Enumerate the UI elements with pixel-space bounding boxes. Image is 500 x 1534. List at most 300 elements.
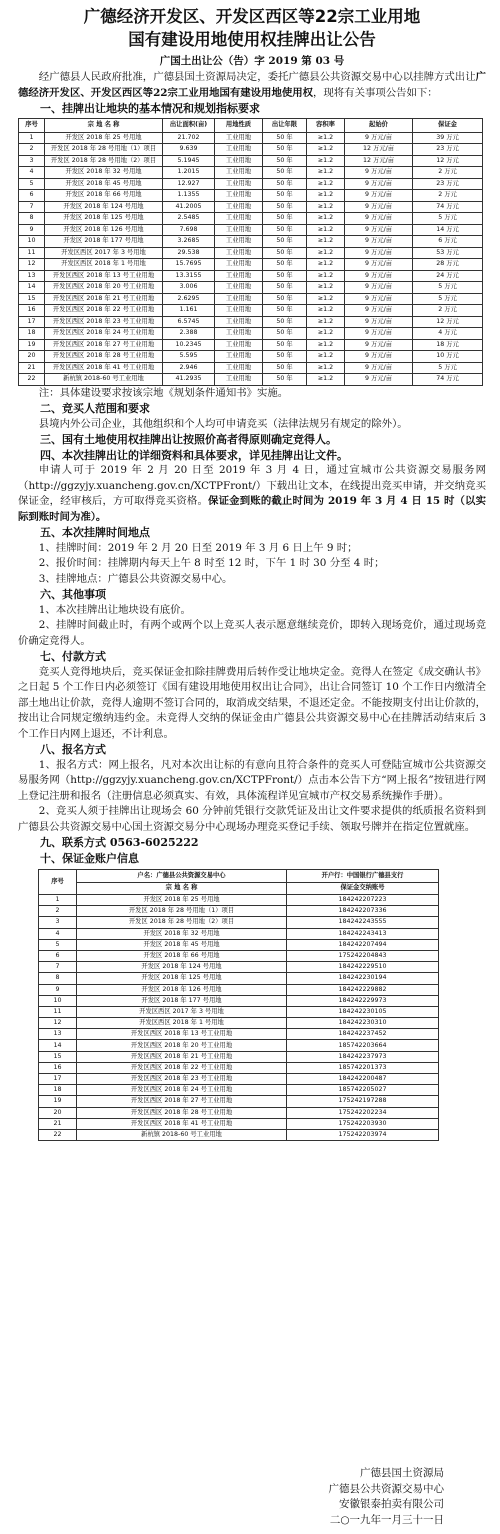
table-cell: ≥1.2: [307, 316, 345, 328]
table-cell: 20: [39, 1107, 77, 1118]
table-cell: 开发区西区 2018 年 23 号工业用地: [77, 1074, 287, 1085]
table-cell: 13.3155: [163, 270, 215, 282]
table-cell: 2.946: [163, 362, 215, 374]
table-cell: 新杭镇 2018-60 号工业用地: [45, 374, 163, 386]
account-col-seq: 序号: [39, 870, 77, 895]
table-cell: 9 万元/亩: [345, 167, 413, 179]
table-cell: 16: [39, 1062, 77, 1073]
section-5-heading: 五、本次挂牌时间地点: [40, 526, 150, 539]
table-cell: 184242200487: [287, 1074, 439, 1085]
table-cell: 10.2345: [163, 339, 215, 351]
table-cell: 工业用地: [215, 374, 263, 386]
registration-item-2: 2、竞买人须于挂牌出让现场会 60 分钟前凭银行交款凭证及出让文件要求提供的纸质报名资料到广德县公共资源交易中心国土资源交易分中心现场办理竞买登记手续、领取号牌并在指定位置就座。: [18, 805, 486, 833]
table-row: [19, 132, 483, 144]
table-cell: 175242197288: [287, 1096, 439, 1107]
table-row: [19, 155, 483, 167]
table-cell: 工业用地: [215, 259, 263, 271]
table-cell: 12 万元/亩: [345, 155, 413, 167]
table-cell: 8: [39, 973, 77, 984]
table-cell: 50 年: [263, 132, 307, 144]
table-row: [39, 1118, 439, 1129]
table-cell: 50 年: [263, 190, 307, 202]
table-row: [39, 928, 439, 939]
table-cell: 工业用地: [215, 305, 263, 317]
table-cell: 184242243555: [287, 917, 439, 928]
table-cell: 9 万元/亩: [345, 316, 413, 328]
parcel-col-area: 出让面积(亩): [163, 118, 215, 132]
table-cell: 50 年: [263, 351, 307, 363]
account-table-body: [39, 895, 439, 1141]
table-cell: 17: [39, 1074, 77, 1085]
deposit-deadline: 保证金到账的截止时间为 2019 年 3 月 4 日 15 时（以实际到账时间为准）。: [18, 495, 486, 523]
table-cell: 18 万元: [413, 339, 483, 351]
table-row: [19, 224, 483, 236]
table-cell: 50 年: [263, 155, 307, 167]
table-row: [19, 351, 483, 363]
table-cell: 50 年: [263, 362, 307, 374]
parcel-col-term: 出让年限: [263, 118, 307, 132]
table-cell: 184242237452: [287, 1029, 439, 1040]
listing-time: 1、挂牌时间：2019 年 2 月 20 日至 2019 年 3 月 6 日上午 9 时；: [38, 541, 358, 554]
section-6-heading: 六、其他事项: [40, 588, 106, 601]
table-cell: 工业用地: [215, 201, 263, 213]
table-cell: 19: [39, 1096, 77, 1107]
issuer-auction-company: 安徽银泰拍卖有限公司: [339, 1498, 444, 1510]
table-row: [39, 917, 439, 928]
table-cell: ≥1.2: [307, 155, 345, 167]
account-bank: 开户行：中国银行广德县支行: [287, 870, 439, 883]
table-cell: 6: [39, 950, 77, 961]
account-payee: 户名：广德县公共资源交易中心: [77, 870, 287, 883]
issuer-land-bureau: 广德县国土资源局: [360, 1467, 444, 1479]
section-4-text-a: 申请人可于 2019 年 2 月 20 日至 2019 年 3 月 4 日，通过宣城市公共资源交易服务网（http://ggzyjy.xuancheng.gov.cn/XCTPFront/）下载出让文本，在线提出竞买申请，并交纳竞买保证金，经审核后，方可取得竞买资格。: [18, 464, 486, 507]
parcel-col-seq: 序号: [19, 118, 45, 132]
table-cell: 184242230105: [287, 1006, 439, 1017]
payment-text: 竞买人竞得地块后，竞买保证金扣除挂牌费用后转作受让地块定金。竞得人在签定《成交确认书》之日起 5 个工作日内必须签订《国有建设用地使用权出让合同》，出让合同签订 10 个工作日内缴清全部土地出让价款，竞得人逾期不签订合同的，取消成交结果，不退还定金。不能按期支付出让价款的，按出让合同规定缴纳违约金。未竞得人交纳的保证金由广德县公共资源交易中心在挂牌活动结束后 3 个工作日内网上退还，不计利息。: [18, 665, 486, 740]
table-cell: 2.5485: [163, 213, 215, 225]
table-cell: 9 万元/亩: [345, 190, 413, 202]
deposit-account-table: [38, 869, 439, 1141]
table-cell: 工业用地: [215, 213, 263, 225]
table-cell: 185742205027: [287, 1085, 439, 1096]
table-cell: 开发区 2018 年 177 号用地: [77, 995, 287, 1006]
table-row: [39, 1006, 439, 1017]
table-cell: 175242203930: [287, 1118, 439, 1129]
table-row: [39, 995, 439, 1006]
table-cell: ≥1.2: [307, 328, 345, 340]
table-cell: 9 万元/亩: [345, 270, 413, 282]
table-cell: 9.639: [163, 144, 215, 156]
table-cell: 184242229973: [287, 995, 439, 1006]
table-cell: 开发区西区 2018 年 1 号用地: [45, 259, 163, 271]
section-10-heading: 十、保证金账户信息: [40, 851, 139, 865]
table-cell: 8: [19, 213, 45, 225]
table-cell: 2 万元: [413, 167, 483, 179]
section-9-heading: 九、联系方式 0563-6025222: [40, 836, 199, 849]
table-row: [39, 1107, 439, 1118]
table-row: [39, 939, 439, 950]
table-cell: 21: [39, 1118, 77, 1129]
table-cell: 23 万元: [413, 144, 483, 156]
table-cell: ≥1.2: [307, 305, 345, 317]
table-cell: 12 万元: [413, 155, 483, 167]
table-cell: 74 万元: [413, 201, 483, 213]
table-cell: 工业用地: [215, 316, 263, 328]
table-cell: 工业用地: [215, 282, 263, 294]
table-cell: 开发区西区 2018 年 20 号工业用地: [77, 1040, 287, 1051]
table-cell: 185742201373: [287, 1062, 439, 1073]
table-cell: 开发区西区 2018 年 28 号工业用地: [77, 1107, 287, 1118]
table-cell: 6: [19, 190, 45, 202]
table-cell: 10: [39, 995, 77, 1006]
table-row: [39, 1129, 439, 1140]
table-row: [39, 906, 439, 917]
table-cell: ≥1.2: [307, 178, 345, 190]
table-cell: 9 万元/亩: [345, 236, 413, 248]
table-cell: 41.2005: [163, 201, 215, 213]
table-cell: 50 年: [263, 282, 307, 294]
table-cell: 3: [39, 917, 77, 928]
table-row: [39, 1085, 439, 1096]
table-cell: 开发区 2018 年 124 号用地: [45, 201, 163, 213]
table-cell: 175242204843: [287, 950, 439, 961]
parcel-table-body: [19, 132, 483, 385]
listing-location: 3、挂牌地点：广德县公共资源交易中心。: [38, 572, 233, 585]
table-cell: 开发区 2018 年 25 号用地: [45, 132, 163, 144]
table-cell: 9 万元/亩: [345, 178, 413, 190]
table-cell: 工业用地: [215, 247, 263, 259]
table-cell: 开发区 2018 年 125 号用地: [77, 973, 287, 984]
table-row: [19, 236, 483, 248]
table-row: [19, 328, 483, 340]
table-cell: 184242230310: [287, 1018, 439, 1029]
table-cell: 2.6295: [163, 293, 215, 305]
table-cell: 24 万元: [413, 270, 483, 282]
table-cell: 10: [19, 236, 45, 248]
table-cell: 184242229510: [287, 962, 439, 973]
section-3-heading: 三、国有土地使用权挂牌出让按照价高者得原则确定竞得人。: [40, 433, 337, 446]
table-row: [19, 305, 483, 317]
table-cell: 41.2935: [163, 374, 215, 386]
table-cell: 10 万元: [413, 351, 483, 363]
table-cell: 9 万元/亩: [345, 201, 413, 213]
account-col-number: 保证金交纳账号: [287, 882, 439, 895]
table-cell: 开发区 2018 年 66 号用地: [77, 950, 287, 961]
table-cell: 6 万元: [413, 236, 483, 248]
table-cell: 开发区西区 2018 年 27 号工业用地: [45, 339, 163, 351]
table-row: [19, 339, 483, 351]
account-header-row-1: [39, 870, 439, 883]
table-cell: ≥1.2: [307, 190, 345, 202]
table-cell: ≥1.2: [307, 236, 345, 248]
table-row: [19, 270, 483, 282]
table-cell: 开发区西区 2018 年 13 号工业用地: [45, 270, 163, 282]
table-row: [19, 362, 483, 374]
table-cell: 184242237973: [287, 1051, 439, 1062]
parcel-info-table: [18, 118, 483, 386]
section-7-heading: 七、付款方式: [40, 650, 106, 663]
table-cell: 工业用地: [215, 339, 263, 351]
intro-text-c: ，现将有关事项公告如下：: [313, 86, 438, 99]
table-row: [19, 167, 483, 179]
table-cell: 184242229882: [287, 984, 439, 995]
table-cell: 18: [39, 1085, 77, 1096]
table-cell: 开发区 2018 年 32 号用地: [77, 928, 287, 939]
table-cell: 开发区西区 2018 年 24 号工业用地: [77, 1085, 287, 1096]
table-cell: 11: [39, 1006, 77, 1017]
table-cell: 7.698: [163, 224, 215, 236]
table-row: [39, 1074, 439, 1085]
table-cell: 184242207494: [287, 939, 439, 950]
table-cell: 工业用地: [215, 351, 263, 363]
table-cell: 16: [19, 305, 45, 317]
table-row: [19, 293, 483, 305]
table-cell: 9 万元/亩: [345, 259, 413, 271]
table-row: [39, 1062, 439, 1073]
table-cell: 9: [19, 224, 45, 236]
table-cell: 21.702: [163, 132, 215, 144]
table-cell: 12.927: [163, 178, 215, 190]
table-cell: 5: [19, 178, 45, 190]
table-cell: 50 年: [263, 270, 307, 282]
table-cell: 9 万元/亩: [345, 351, 413, 363]
parcel-col-start-price: 起始价: [345, 118, 413, 132]
table-cell: 50 年: [263, 339, 307, 351]
table-cell: 50 年: [263, 305, 307, 317]
table-cell: 工业用地: [215, 293, 263, 305]
table-cell: 9 万元/亩: [345, 213, 413, 225]
table-cell: 工业用地: [215, 132, 263, 144]
issue-date: 二○一九年一月三十一日: [329, 1513, 444, 1526]
table-cell: 20: [19, 351, 45, 363]
table-cell: 9 万元/亩: [345, 282, 413, 294]
table-cell: 开发区 2018 年 28 号用地（2）项目: [77, 917, 287, 928]
section-4-heading: 四、本次挂牌出让的详细资料和具体要求，详见挂牌出让文件。: [40, 448, 348, 462]
signoff-block: [329, 1466, 445, 1528]
table-cell: 22: [39, 1129, 77, 1140]
table-cell: 开发区西区 2018 年 22 号工业用地: [77, 1062, 287, 1073]
table-cell: ≥1.2: [307, 374, 345, 386]
table-cell: 14: [19, 282, 45, 294]
table-cell: 1: [19, 132, 45, 144]
table-cell: 5.1945: [163, 155, 215, 167]
account-header-row-2: [39, 882, 439, 895]
table-cell: 15.7695: [163, 259, 215, 271]
table-cell: 开发区西区 2018 年 24 号工业用地: [45, 328, 163, 340]
table-cell: 工业用地: [215, 178, 263, 190]
table-cell: 50 年: [263, 167, 307, 179]
table-cell: 开发区西区 2018 年 22 号工业用地: [45, 305, 163, 317]
table-cell: ≥1.2: [307, 132, 345, 144]
section-8-heading: 八、报名方式: [40, 743, 106, 756]
table-cell: 开发区西区 2018 年 21 号工业用地: [77, 1051, 287, 1062]
table-row: [39, 1051, 439, 1062]
table-cell: 6.5745: [163, 316, 215, 328]
table-cell: 14: [39, 1040, 77, 1051]
table-cell: 5: [39, 939, 77, 950]
table-cell: 工业用地: [215, 328, 263, 340]
table-cell: 184242230194: [287, 973, 439, 984]
table-note: 注：具体建设要求按该宗地《规划条件通知书》实施。: [38, 386, 289, 399]
table-cell: 工业用地: [215, 167, 263, 179]
table-cell: 5.595: [163, 351, 215, 363]
table-cell: 9 万元/亩: [345, 132, 413, 144]
table-cell: 开发区西区 2018 年 41 号工业用地: [77, 1118, 287, 1129]
table-cell: 2: [19, 144, 45, 156]
table-cell: 4 万元: [413, 328, 483, 340]
intro-text-b: 广德经济开发区、开发区西区等22宗工业用地国有建设用地使用权: [18, 71, 486, 99]
registration-item-1: 1、报名方式：网上报名，凡对本次出让标的有意向且符合条件的竞买人可登陆宣城市公共资源交易服务网（http://ggzyjy.xuancheng.gov.cn/XCTPFront/）点击本公告下方“网上报名”按钮进行网上登记注册和报名（注册信息必须真实、有效，具体流程详见宣城市产权交易系统操作手册）。: [18, 758, 486, 802]
table-cell: 工业用地: [215, 236, 263, 248]
table-cell: 开发区 2018 年 28 号用地（1）项目: [77, 906, 287, 917]
section-2-text: 县境内外公司企业，其他组织和个人均可申请竞买（法律法规另有规定的除外）。: [38, 417, 408, 430]
table-cell: 新杭镇 2018-60 号工业用地: [77, 1129, 287, 1140]
table-cell: ≥1.2: [307, 213, 345, 225]
table-cell: 22: [19, 374, 45, 386]
table-cell: 18: [19, 328, 45, 340]
account-col-name: 宗 地 名 称: [77, 882, 287, 895]
table-cell: 工业用地: [215, 224, 263, 236]
table-cell: 开发区西区 2018 年 41 号工业用地: [45, 362, 163, 374]
parcel-table-header-row: [19, 118, 483, 132]
table-cell: ≥1.2: [307, 247, 345, 259]
table-cell: 184242207336: [287, 906, 439, 917]
table-cell: 4: [19, 167, 45, 179]
parcel-col-land-use: 用地性质: [215, 118, 263, 132]
table-cell: 50 年: [263, 328, 307, 340]
table-cell: 开发区 2018 年 32 号用地: [45, 167, 163, 179]
table-row: [39, 1040, 439, 1051]
table-cell: 50 年: [263, 316, 307, 328]
table-cell: 5 万元: [413, 282, 483, 294]
table-cell: 开发区 2018 年 28 号用地（2）项目: [45, 155, 163, 167]
table-row: [39, 1018, 439, 1029]
table-cell: 2.388: [163, 328, 215, 340]
table-row: [19, 190, 483, 202]
table-cell: 9 万元/亩: [345, 293, 413, 305]
table-cell: 184242207223: [287, 895, 439, 906]
table-cell: 50 年: [263, 201, 307, 213]
table-cell: 9 万元/亩: [345, 224, 413, 236]
table-cell: 13: [39, 1029, 77, 1040]
table-cell: 工业用地: [215, 270, 263, 282]
table-cell: 开发区西区 2018 年 13 号工业用地: [77, 1029, 287, 1040]
table-cell: 12 万元: [413, 316, 483, 328]
table-cell: ≥1.2: [307, 351, 345, 363]
other-item-2: 2、挂牌时间截止时，有两个或两个以上竞买人表示愿意继续竞价，即转入现场竞价，通过现场竞价确定竞得人。: [18, 619, 486, 647]
table-cell: 1.161: [163, 305, 215, 317]
table-cell: 50 年: [263, 293, 307, 305]
other-item-1: 1、本次挂牌出让地块设有底价。: [38, 603, 191, 616]
table-cell: 开发区 2018 年 45 号用地: [77, 939, 287, 950]
table-cell: 开发区西区 2018 年 20 号工业用地: [45, 282, 163, 294]
table-cell: 开发区西区 2017 年 3 号用地: [77, 1006, 287, 1017]
table-cell: ≥1.2: [307, 259, 345, 271]
table-row: [19, 316, 483, 328]
table-cell: 39 万元: [413, 132, 483, 144]
table-cell: 12: [39, 1018, 77, 1029]
table-cell: 9 万元/亩: [345, 305, 413, 317]
table-cell: 工业用地: [215, 190, 263, 202]
table-cell: 7: [39, 962, 77, 973]
table-row: [39, 984, 439, 995]
table-cell: 53 万元: [413, 247, 483, 259]
table-cell: 3.006: [163, 282, 215, 294]
document-number: 广国土出让公（告）字 2019 第 03 号: [159, 55, 345, 67]
table-cell: 工业用地: [215, 144, 263, 156]
table-cell: 9 万元/亩: [345, 328, 413, 340]
table-cell: 28 万元: [413, 259, 483, 271]
intro-text-a: 经广德县人民政府批准，广德县国土资源局决定，委托广德县公共资源交易中心以挂牌方式出让: [38, 71, 476, 83]
table-cell: 开发区西区 2018 年 27 号工业用地: [77, 1096, 287, 1107]
table-cell: 9 万元/亩: [345, 374, 413, 386]
table-cell: 9: [39, 984, 77, 995]
section-1-heading: 一、挂牌出让地块的基本情况和规划指标要求: [40, 102, 260, 115]
table-cell: 开发区 2018 年 177 号用地: [45, 236, 163, 248]
table-cell: 12 万元/亩: [345, 144, 413, 156]
parcel-col-deposit: 保证金: [413, 118, 483, 132]
table-cell: 185742203664: [287, 1040, 439, 1051]
table-cell: 17: [19, 316, 45, 328]
table-cell: 23 万元: [413, 178, 483, 190]
table-row: [39, 962, 439, 973]
table-cell: 4: [39, 928, 77, 939]
table-cell: 9 万元/亩: [345, 247, 413, 259]
table-cell: 开发区 2018 年 126 号用地: [45, 224, 163, 236]
table-cell: 开发区 2018 年 125 号用地: [45, 213, 163, 225]
table-cell: 开发区西区 2018 年 21 号工业用地: [45, 293, 163, 305]
table-cell: 开发区西区 2018 年 28 号工业用地: [45, 351, 163, 363]
table-cell: 开发区西区 2018 年 23 号工业用地: [45, 316, 163, 328]
table-cell: 50 年: [263, 144, 307, 156]
table-cell: 2: [39, 906, 77, 917]
table-cell: 7: [19, 201, 45, 213]
table-row: [19, 259, 483, 271]
table-cell: 14 万元: [413, 224, 483, 236]
table-cell: ≥1.2: [307, 339, 345, 351]
table-row: [39, 950, 439, 961]
table-cell: 3.2685: [163, 236, 215, 248]
table-cell: 5 万元: [413, 213, 483, 225]
table-cell: 29.538: [163, 247, 215, 259]
table-cell: 1.1355: [163, 190, 215, 202]
table-row: [19, 144, 483, 156]
table-cell: 1.2015: [163, 167, 215, 179]
table-cell: ≥1.2: [307, 270, 345, 282]
table-cell: 5 万元: [413, 293, 483, 305]
table-cell: 175242203974: [287, 1129, 439, 1140]
table-cell: 50 年: [263, 213, 307, 225]
table-cell: 21: [19, 362, 45, 374]
table-cell: 开发区 2018 年 28 号用地（1）项目: [45, 144, 163, 156]
table-cell: 50 年: [263, 259, 307, 271]
table-row: [19, 282, 483, 294]
table-cell: 50 年: [263, 224, 307, 236]
table-cell: 11: [19, 247, 45, 259]
table-row: [19, 374, 483, 386]
table-cell: 开发区 2018 年 124 号用地: [77, 962, 287, 973]
table-row: [39, 1029, 439, 1040]
table-row: [39, 973, 439, 984]
table-row: [19, 201, 483, 213]
table-row: [39, 895, 439, 906]
intro-paragraph: [18, 70, 486, 101]
table-cell: 50 年: [263, 178, 307, 190]
section-2-heading: 二、竞买人范围和要求: [40, 402, 150, 415]
table-row: [19, 213, 483, 225]
table-cell: 175242202234: [287, 1107, 439, 1118]
issuer-trading-center: 广德县公共资源交易中心: [328, 1482, 444, 1495]
